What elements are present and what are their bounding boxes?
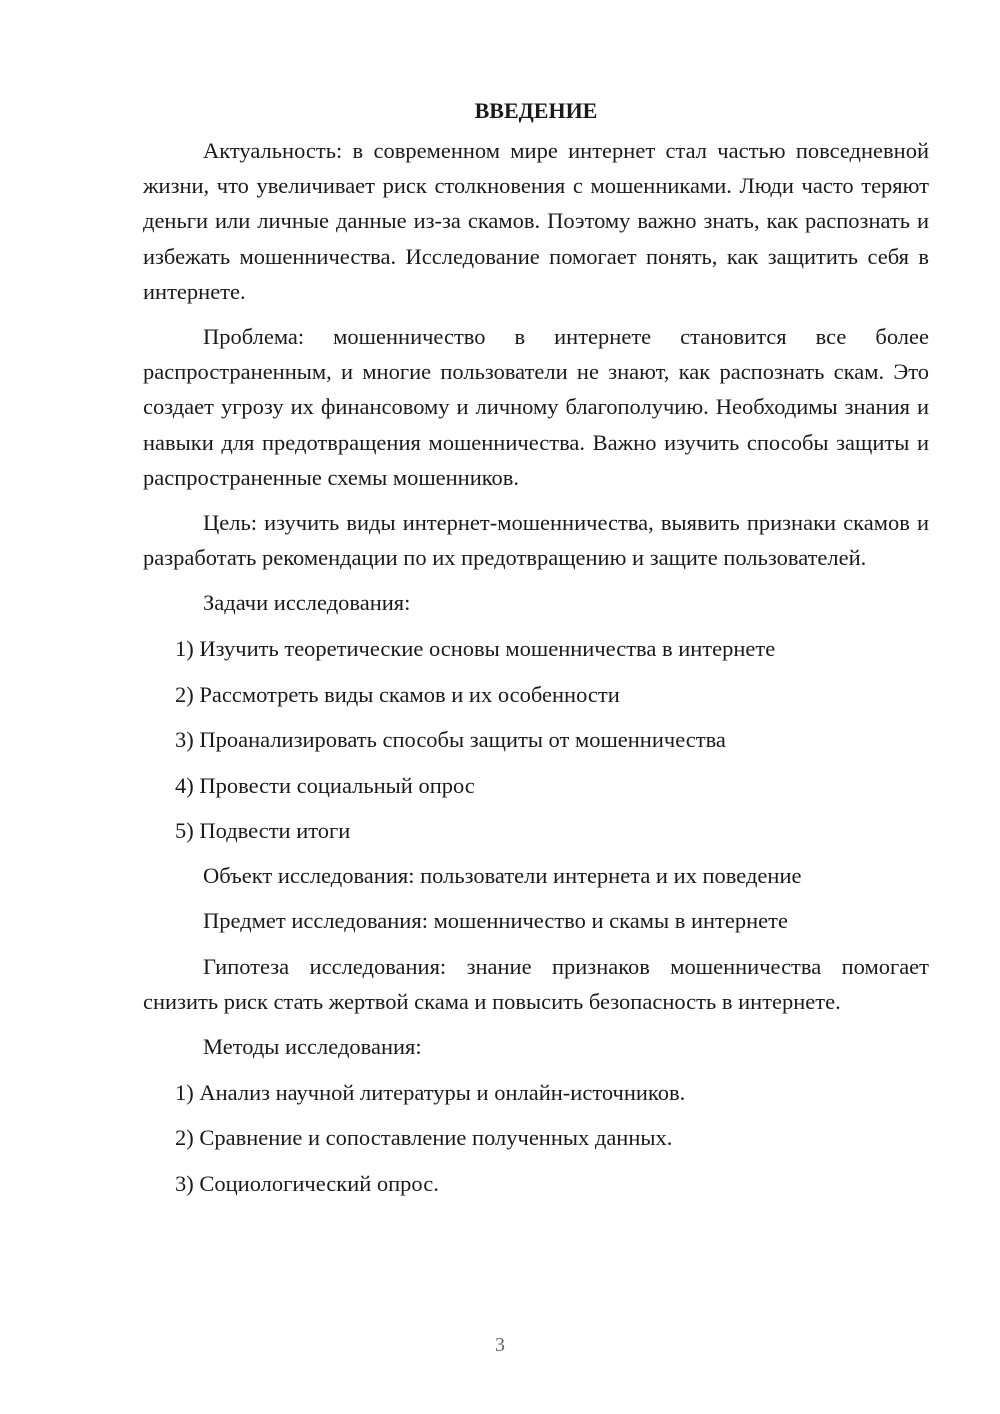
task-item: 1) Изучить теоретические основы мошенничества в интернете bbox=[175, 636, 776, 662]
section-title: ВВЕДЕНИЕ bbox=[474, 98, 598, 123]
task-item: 5) Подвести итоги bbox=[175, 818, 351, 844]
page-content bbox=[143, 97, 929, 1201]
method-item: 2) Сравнение и сопоставление полученных данных. bbox=[175, 1125, 673, 1151]
page-number: 3 bbox=[495, 1334, 505, 1356]
hypothesis-paragraph: Гипотеза исследования: знание признаков мошенничества помогает снизить риск стать жертвой скама и повысить безопасность в интернете. bbox=[143, 953, 929, 1014]
task-item: 2) Рассмотреть виды скамов и их особенности bbox=[175, 681, 620, 707]
methods-heading: Методы исследования: bbox=[203, 1033, 422, 1059]
task-item: 3) Проанализировать способы защиты от мошенничества bbox=[175, 727, 726, 753]
method-item: 1) Анализ научной литературы и онлайн-источников. bbox=[175, 1079, 686, 1105]
goal-paragraph: Цель: изучить виды интернет-мошенничества, выявить признаки скамов и разработать рекомендации по их предотвращению и защите пользователей. bbox=[143, 510, 929, 571]
subject-paragraph: Предмет исследования: мошенничество и скамы в интернете bbox=[203, 908, 788, 934]
methods-list bbox=[143, 1075, 929, 1201]
tasks-heading: Задачи исследования: bbox=[203, 590, 411, 616]
tasks-list bbox=[143, 631, 929, 848]
object-paragraph: Объект исследования: пользователи интернета и их поведение bbox=[203, 863, 802, 889]
relevance-paragraph: Актуальность: в современном мире интернет стал частью повседневной жизни, что увеличивает риск столкновения с мошенниками. Люди часто теряют деньги или личные данные из-за скамов. Поэтому важно знать, как распознать и избежать мошенничества. Исследование помогает понять, как защитить себя в интернете. bbox=[143, 138, 929, 304]
method-item: 3) Социологический опрос. bbox=[175, 1170, 439, 1196]
problem-paragraph: Проблема: мошенничество в интернете становится все более распространенным, и многие пользователи не знают, как распознать скам. Это создает угрозу их финансовому и личному благополучию. Необходимы знания и навыки для предотвращения мошенничества. Важно изучить способы защиты и распространенные схемы мошенников. bbox=[143, 324, 929, 490]
task-item: 4) Провести социальный опрос bbox=[175, 772, 475, 798]
